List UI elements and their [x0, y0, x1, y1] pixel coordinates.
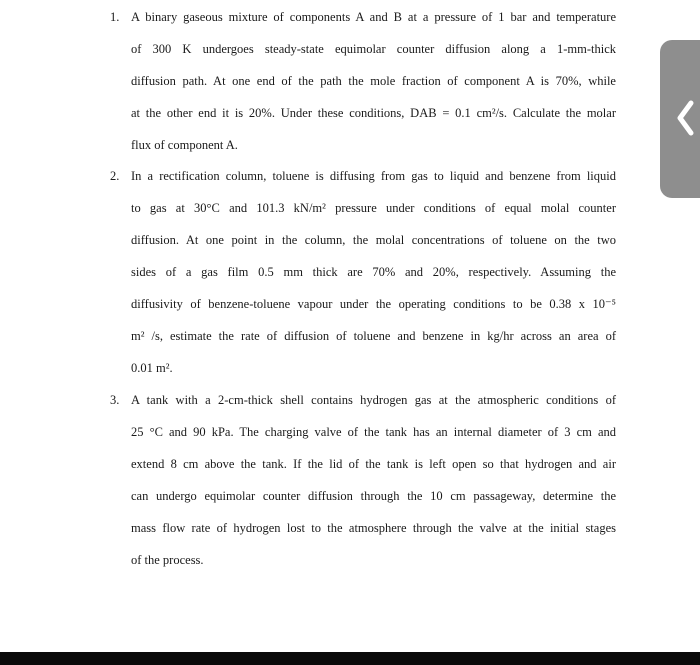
problem-text-line: diffusivity of benzene-toluene vapour under the operating conditions to be 0.38 x 10⁻⁵: [131, 297, 616, 311]
problem-text-line: flux of component A.: [131, 138, 238, 152]
problem-text-line: mass flow rate of hydrogen lost to the atmosphere through the valve at the initial stages: [131, 521, 616, 535]
problem-text-line: 25 °C and 90 kPa. The charging valve of the tank has an internal diameter of 3 cm and: [131, 425, 616, 439]
problem-text-line: at the other end it is 20%. Under these conditions, DAB = 0.1 cm²/s. Calculate the molar: [131, 106, 616, 120]
problem-text-line: extend 8 cm above the tank. If the lid of the tank is left open so that hydrogen and air: [131, 457, 616, 471]
back-nav-tab[interactable]: [660, 40, 700, 198]
problem-text-line: A tank with a 2-cm-thick shell contains hydrogen gas at the atmospheric conditions of: [131, 393, 616, 407]
problem-text-line: m² /s, estimate the rate of diffusion of toluene and benzene in kg/hr across an area of: [131, 329, 616, 343]
problem-text-line: In a rectification column, toluene is diffusing from gas to liquid and benzene from liquid: [131, 169, 616, 183]
problem-number: 2.: [110, 169, 120, 183]
problem-text-line: can undergo equimolar counter diffusion through the 10 cm passageway, determine the: [131, 489, 616, 503]
problem-number: 3.: [110, 393, 120, 407]
chevron-left-icon: [674, 98, 696, 138]
problem-text-line: diffusion. At one point in the column, the molal concentrations of toluene on the two: [131, 233, 616, 247]
problem-text-line: sides of a gas film 0.5 mm thick are 70% and 20%, respectively. Assuming the: [131, 265, 616, 279]
problem-text-line: of 300 K undergoes steady-state equimolar counter diffusion along a 1-mm-thick: [131, 42, 616, 56]
problem-number: 1.: [110, 10, 120, 24]
problem-text-line: of the process.: [131, 553, 204, 567]
bottom-bar: [0, 652, 700, 665]
problem-text-line: A binary gaseous mixture of components A and B at a pressure of 1 bar and temperature: [131, 10, 616, 24]
problem-text-line: 0.01 m².: [131, 361, 173, 375]
problem-text-line: diffusion path. At one end of the path the mole fraction of component A is 70%, while: [131, 74, 616, 88]
problem-text-line: to gas at 30°C and 101.3 kN/m² pressure under conditions of equal molal counter: [131, 201, 616, 215]
